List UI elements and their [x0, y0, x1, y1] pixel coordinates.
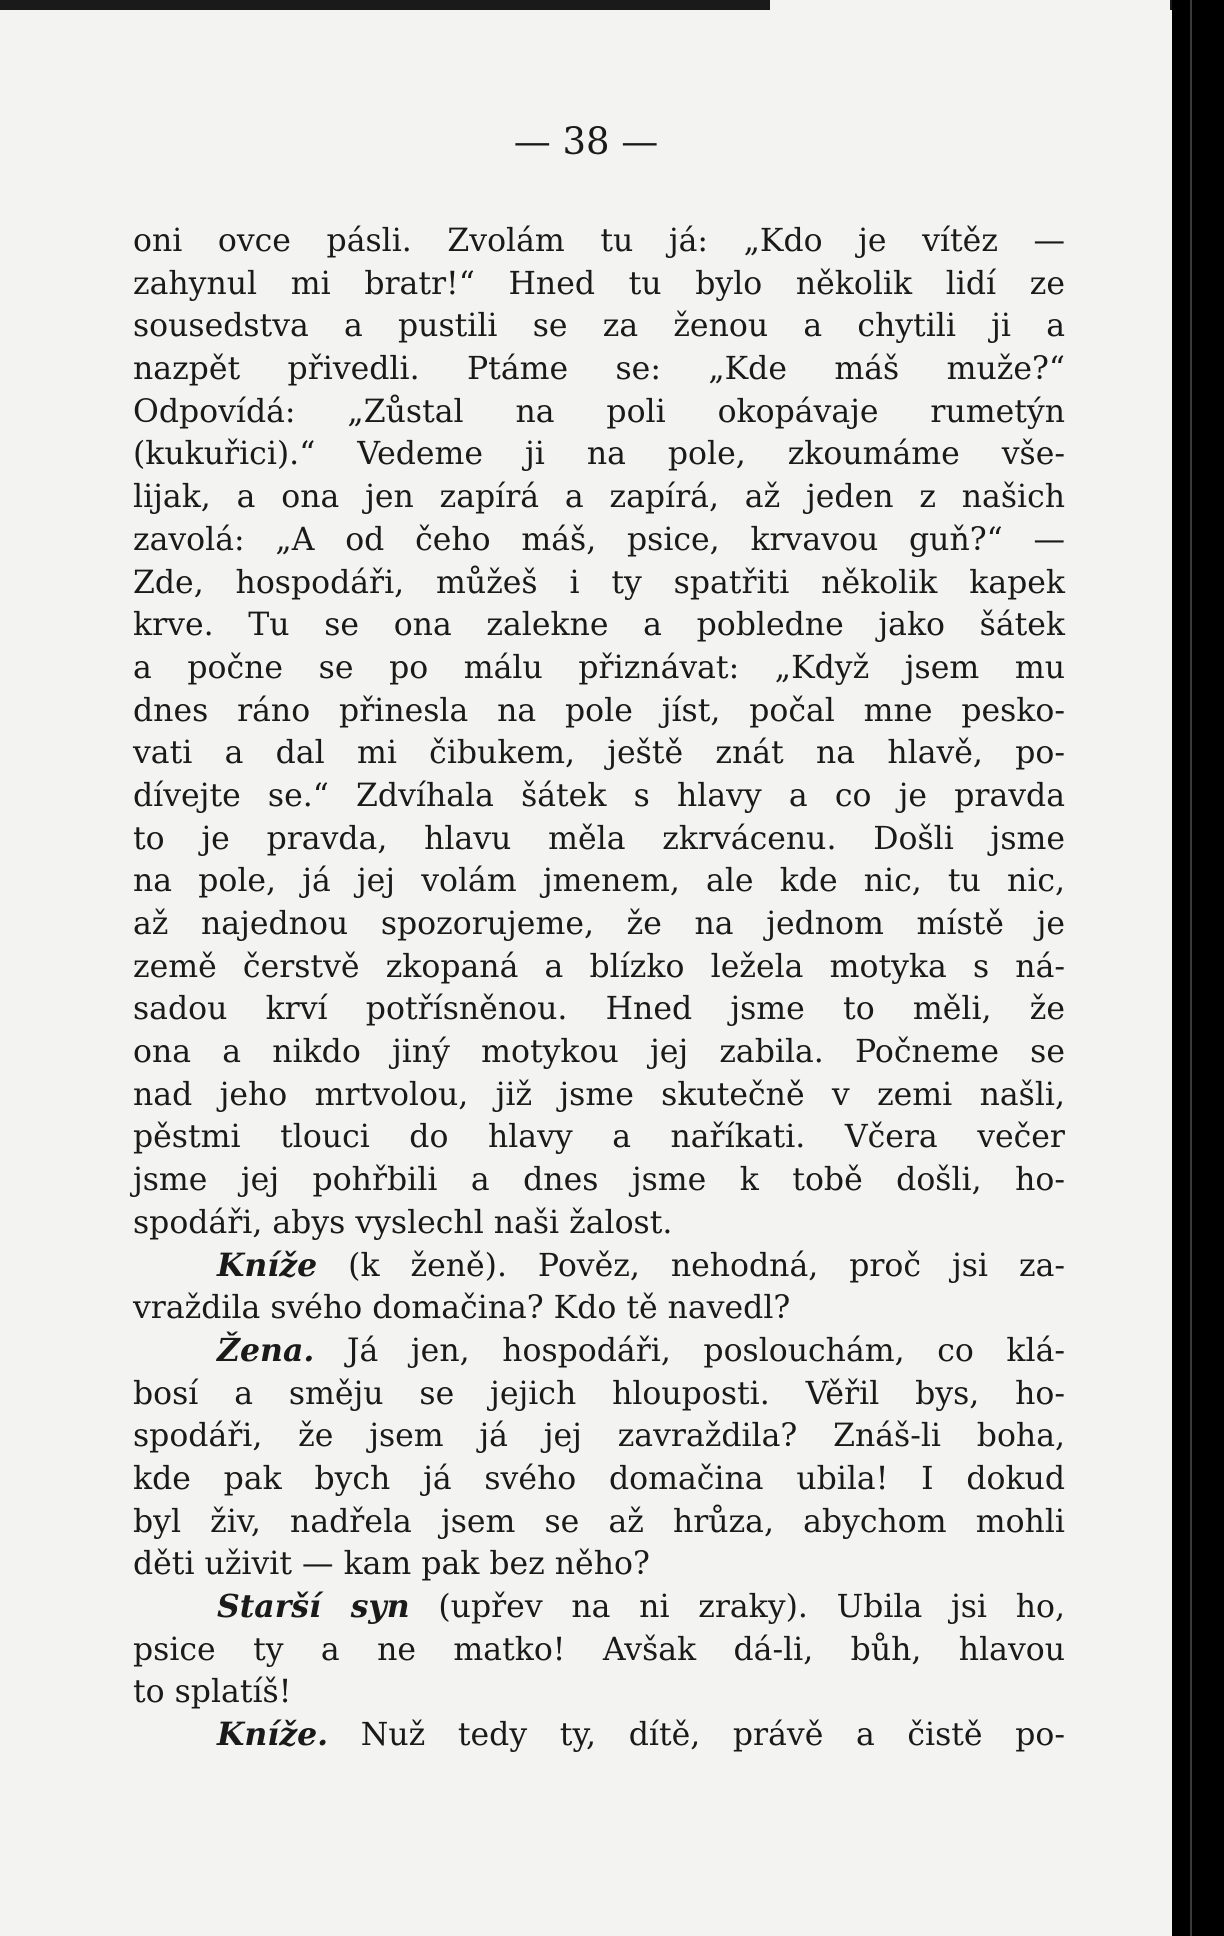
- text-line: [133, 305, 1065, 348]
- line-text: (k ženě). Pověz, nehodná, proč jsi za-: [317, 1247, 1065, 1284]
- text-line: [133, 391, 1065, 434]
- text-line: [133, 1671, 1065, 1714]
- text-line: [133, 1330, 1065, 1373]
- text-line: [133, 220, 1065, 263]
- line-text: to je pravda, hlavu měla zkrvácenu. Došli jsme: [133, 820, 1065, 857]
- scan-top-border: [0, 0, 1172, 10]
- line-text: na pole, já jej volám jmenem, ale kde nic, tu nic,: [133, 863, 1065, 900]
- line-text: dnes ráno přinesla na pole jíst, počal mne pesko-: [133, 692, 1065, 729]
- text-line: [133, 690, 1065, 733]
- line-text: nazpět přivedli. Ptáme se: „Kde máš muže?“: [133, 351, 1065, 388]
- scan-top-gap: [770, 0, 1170, 10]
- text-line: [133, 604, 1065, 647]
- line-text: ona a nikdo jiný motykou jej zabila. Počneme se: [133, 1034, 1065, 1071]
- text-line: [133, 476, 1065, 519]
- line-text: vraždila svého domačina? Kdo tě navedl?: [133, 1290, 791, 1327]
- line-text: jsme jej pohřbili a dnes jsme k tobě došli, ho-: [133, 1162, 1065, 1199]
- text-line: [133, 647, 1065, 690]
- page-number: — 38 —: [513, 120, 659, 163]
- text-line: [133, 1202, 1065, 1245]
- text-line: [133, 433, 1065, 476]
- text-line: [133, 1159, 1065, 1202]
- line-text: Já jen, hospodáři, poslouchám, co klá-: [314, 1332, 1065, 1369]
- line-text: psice ty a ne matko! Avšak dá-li, bůh, hlavou: [133, 1631, 1065, 1668]
- line-text: nad jeho mrtvolou, již jsme skutečně v zemi našli,: [133, 1076, 1065, 1113]
- speaker-name: Kníže: [217, 1246, 318, 1284]
- line-text: lijak, a ona jen zapírá a zapírá, až jeden z našich: [133, 479, 1065, 516]
- text-line: [133, 1629, 1065, 1672]
- text-line: [133, 1415, 1065, 1458]
- line-text: Odpovídá: „Zůstal na poli okopávaje rumetýn: [133, 393, 1065, 430]
- text-line: [133, 1714, 1065, 1757]
- line-text: spodáři, že jsem já jej zavraždila? Znáš-li boha,: [133, 1418, 1065, 1455]
- text-line: [133, 903, 1065, 946]
- text-line: [133, 1501, 1065, 1544]
- text-line: [133, 263, 1065, 306]
- text-line: [133, 1458, 1065, 1501]
- line-text: a počne se po málu přiznávat: „Když jsem mu: [133, 649, 1065, 686]
- speaker-name: Žena.: [217, 1331, 315, 1369]
- line-text: krve. Tu se ona zalekne a pobledne jako šátek: [133, 607, 1065, 644]
- text-line: [133, 1373, 1065, 1416]
- line-text: oni ovce pásli. Zvolám tu já: „Kdo je vítěz —: [133, 223, 1065, 259]
- line-text: byl živ, nadřela jsem se až hrůza, abychom mohli: [133, 1503, 1065, 1540]
- line-text: Nuž tedy ty, dítě, právě a čistě po-: [328, 1717, 1065, 1754]
- line-text: sadou krví potřísněnou. Hned jsme to měli, že: [133, 991, 1065, 1028]
- line-text: země čerstvě zkopaná a blízko ležela motyka s ná-: [133, 948, 1065, 985]
- speaker-name: Kníže.: [217, 1716, 329, 1754]
- text-line: [133, 946, 1065, 989]
- line-text: zahynul mi bratr!“ Hned tu bylo několik lidí ze: [133, 265, 1065, 302]
- text-line: [133, 860, 1065, 903]
- text-line: [133, 348, 1065, 391]
- line-text: (kukuřici).“ Vedeme ji na pole, zkoumáme vše-: [133, 436, 1065, 473]
- line-text: kde pak bych já svého domačina ubila! I dokud: [133, 1460, 1065, 1497]
- line-text: děti uživit — kam pak bez něho?: [133, 1546, 650, 1583]
- line-text: sousedstva a pustili se za ženou a chytili ji a: [133, 308, 1065, 345]
- line-text: (upřev na ni zraky). Ubila jsi ho,: [409, 1589, 1065, 1625]
- text-line: [133, 818, 1065, 861]
- text-line: [133, 562, 1065, 605]
- line-text: to splatíš!: [133, 1674, 292, 1711]
- text-line: [133, 1074, 1065, 1117]
- line-text: zavolá: „A od čeho máš, psice, krvavou guň?“ —: [133, 521, 1065, 558]
- text-line: [133, 775, 1065, 818]
- line-text: pěstmi tlouci do hlavy a naříkati. Včera večer: [133, 1119, 1065, 1156]
- speaker-name: Starší syn: [217, 1588, 410, 1625]
- text-line: [133, 1031, 1065, 1074]
- text-line: [133, 1116, 1065, 1159]
- text-line: [133, 988, 1065, 1031]
- line-text: vati a dal mi čibukem, ještě znát na hlavě, po-: [133, 735, 1065, 772]
- text-line: [133, 732, 1065, 775]
- text-line: [133, 1287, 1065, 1330]
- line-text: bosí a směju se jejich hlouposti. Věřil bys, ho-: [133, 1375, 1065, 1412]
- line-text: Zde, hospodáři, můžeš i ty spatřiti několik kapek: [133, 564, 1065, 601]
- text-line: [133, 1543, 1065, 1586]
- line-text: spodáři, abys vyslechl naši žalost.: [133, 1204, 673, 1241]
- text-line: [133, 1586, 1065, 1629]
- scan-right-border: [1172, 0, 1224, 1936]
- body-text: [133, 220, 1065, 1757]
- line-text: až najednou spozorujeme, že na jednom místě je: [133, 906, 1065, 942]
- line-text: dívejte se.“ Zdvíhala šátek s hlavy a co je pravda: [133, 777, 1065, 814]
- text-line: [133, 519, 1065, 562]
- scan-border-line: [1190, 0, 1192, 1936]
- text-line: [133, 1245, 1065, 1288]
